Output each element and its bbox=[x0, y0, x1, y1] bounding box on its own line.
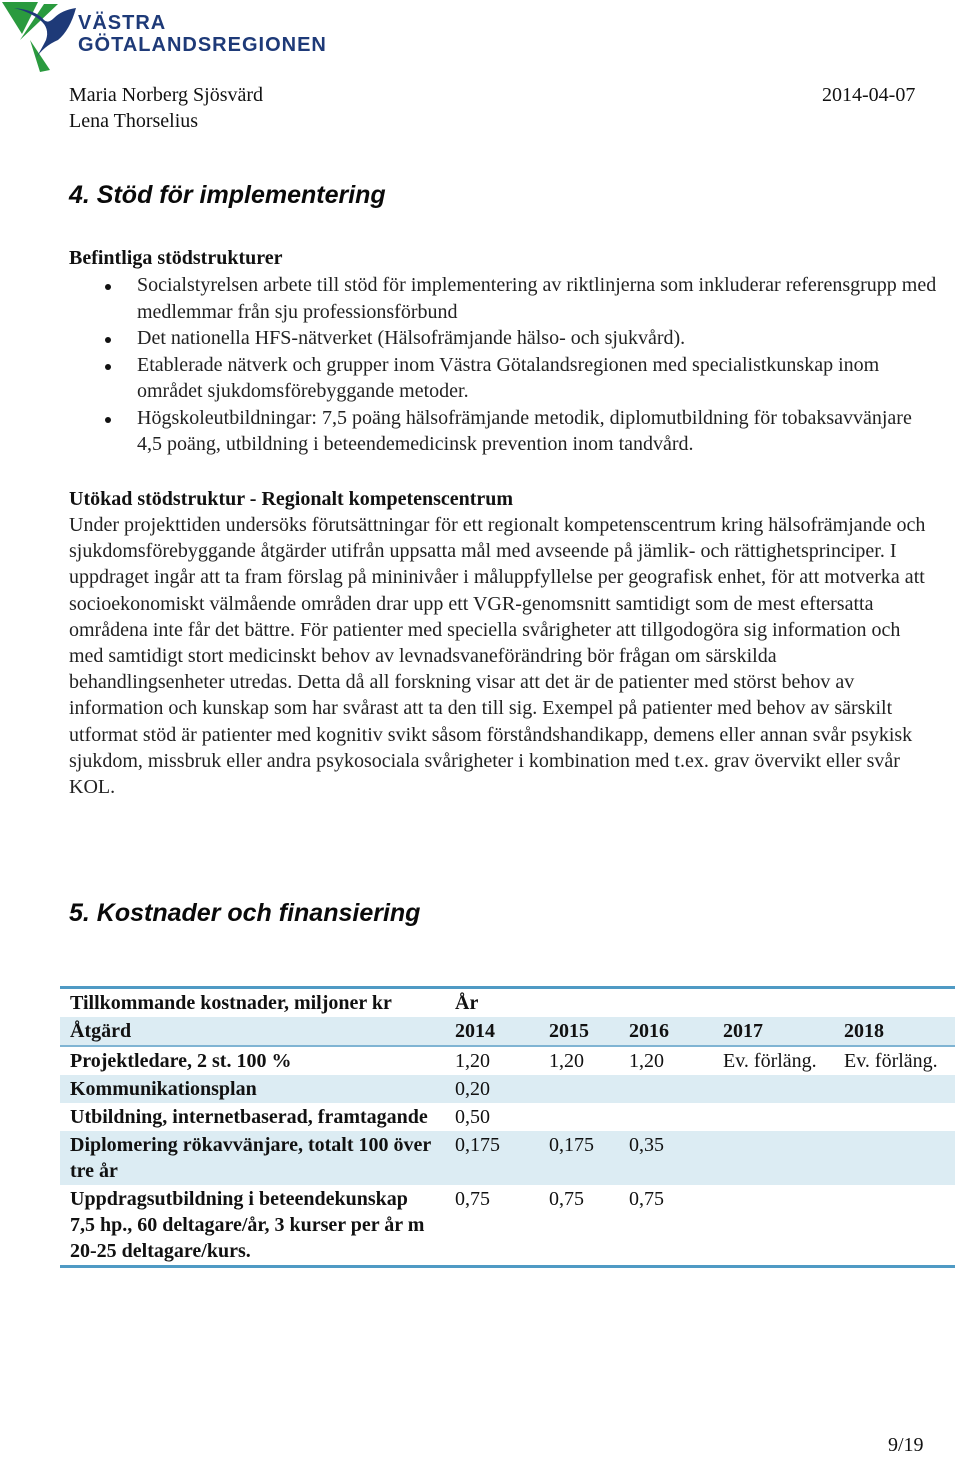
table-cell bbox=[619, 1075, 713, 1103]
table-cell: 0,75 bbox=[619, 1185, 713, 1267]
row-label: Uppdragsutbildning i beteendekunskap 7,5 hp., 60 deltagare/år, 3 kurser per år m 20-25 deltagare/kurs. bbox=[60, 1185, 445, 1267]
list-item bbox=[69, 272, 939, 325]
existing-support-heading: Befintliga stödstrukturer bbox=[69, 247, 283, 269]
year-header: 2014 bbox=[445, 1017, 539, 1046]
table-caption-row bbox=[60, 988, 955, 1018]
table-cell: 0,50 bbox=[455, 1106, 490, 1128]
year-header: 2018 bbox=[834, 1017, 955, 1046]
table-cell bbox=[834, 1103, 955, 1131]
year-header: 2016 bbox=[619, 1017, 713, 1046]
table-row bbox=[60, 1185, 955, 1267]
extended-support-heading: Utökad stödstruktur - Regionalt kompetenscentrum bbox=[69, 488, 514, 510]
table-row bbox=[60, 1075, 955, 1103]
table-cell bbox=[834, 1131, 955, 1185]
vgr-logo-mark bbox=[0, 0, 80, 80]
table-cell: 0,75 bbox=[445, 1185, 539, 1267]
list-item-text: Högskoleutbildningar: 7,5 poäng hälsofrämjande metodik, diplomutbildning för tobaksavvänjare 4,5 poäng, utbildning i beteendemedicinsk prevention inom tandvård. bbox=[137, 406, 912, 455]
bullet-icon bbox=[105, 417, 111, 423]
year-label: År bbox=[445, 988, 955, 1018]
table-row bbox=[60, 1131, 955, 1185]
list-item-text: Etablerade nätverk och grupper inom Västra Götalandsregionen med specialistkunskap inom området sjukdomsförebyggande metoder. bbox=[137, 353, 880, 402]
table-cell bbox=[539, 1103, 619, 1131]
table-cell: Ev. förläng. bbox=[844, 1050, 938, 1072]
row-label: Kommunikationsplan bbox=[60, 1075, 445, 1103]
table-cell: 0,175 bbox=[539, 1131, 619, 1185]
bullet-icon bbox=[105, 364, 111, 370]
table-cell bbox=[713, 1185, 834, 1267]
cost-table bbox=[60, 986, 955, 1268]
list-item-text: Socialstyrelsen arbete till stöd för implementering av riktlinjerna som inkluderar referensgrupp med medlemmar från sju professionsförbund bbox=[137, 274, 937, 323]
table-cell bbox=[713, 1075, 834, 1103]
bullet-icon bbox=[105, 284, 111, 290]
action-column-header: Åtgärd bbox=[60, 1017, 445, 1046]
author-2: Lena Thorselius bbox=[69, 110, 199, 132]
list-item bbox=[69, 405, 939, 458]
table-header-row bbox=[60, 1017, 955, 1046]
bullet-icon bbox=[105, 337, 111, 343]
author-1: Maria Norberg Sjösvärd bbox=[69, 84, 264, 106]
logo-text-line1: VÄSTRA bbox=[78, 12, 167, 34]
table-cell: 1,20 bbox=[549, 1050, 584, 1072]
section-5-title: 5. Kostnader och finansiering bbox=[69, 899, 421, 927]
page-number: 9/19 bbox=[888, 1434, 924, 1456]
year-header: 2015 bbox=[539, 1017, 619, 1046]
table-cell: 0,20 bbox=[445, 1075, 539, 1103]
logo-text-line2: GÖTALANDSREGIONEN bbox=[78, 34, 327, 56]
table-cell bbox=[713, 1131, 834, 1185]
row-label: Diplomering rökavvänjare, totalt 100 över tre år bbox=[60, 1131, 445, 1185]
table-cell: 0,35 bbox=[619, 1131, 713, 1185]
table-row bbox=[60, 1103, 955, 1131]
extended-support-paragraph: Under projekttiden undersöks förutsättningar för ett regionalt kompetenscentrum kring hälsofrämjande och sjukdomsförebyggande åtgärder utifrån uppsatta mål med avseende på jämlik- och rättighetsprinciper. I uppdraget ingår att ta fram förslag på mininivåer i måluppfyllelse per geografisk enhet, för att motverka att socioekonomiskt välmående områden drar upp ett VGR-genomsnitt samtidigt som de mest eftersatta områdena inte får det bättre. För patienter med speciella svårigheter att tillgodogöra sig information och med samtidigt stort medicinskt behov av levnadsvaneförändring bör frågan om särskilda behandlingsenheter utredas. Detta då all forskning visar att det är de patienter med störst behov av information och kunskap som har svårast att ta den till sig. Exempel på patienter med behov av särskilt utformat stöd är patienter med kognitiv svikt såsom förståndshandikapp, demens eller annan svår psykisk sjukdom, missbruk eller andra psykosociala svårigheter i kombination med t.ex. grav övervikt eller svår KOL. bbox=[69, 514, 926, 799]
table-cell: 1,20 bbox=[455, 1050, 490, 1072]
row-label: Utbildning, internetbaserad, framtagande bbox=[70, 1106, 428, 1128]
table-cell bbox=[539, 1075, 619, 1103]
table-cell bbox=[619, 1103, 713, 1131]
list-item bbox=[69, 352, 939, 405]
table-cell bbox=[834, 1075, 955, 1103]
table-cell: 0,75 bbox=[539, 1185, 619, 1267]
table-row bbox=[60, 1046, 955, 1075]
table-cell bbox=[713, 1103, 834, 1131]
list-item-text: Det nationella HFS-nätverket (Hälsofrämjande hälso- och sjukvård). bbox=[137, 327, 686, 349]
table-cell: 1,20 bbox=[629, 1050, 664, 1072]
table-caption: Tillkommande kostnader, miljoner kr bbox=[60, 988, 445, 1018]
row-label: Projektledare, 2 st. 100 % bbox=[70, 1050, 292, 1072]
existing-support-list bbox=[69, 272, 939, 458]
section-4-title: 4. Stöd för implementering bbox=[69, 181, 386, 209]
table-cell: 0,175 bbox=[445, 1131, 539, 1185]
list-item bbox=[69, 325, 939, 352]
table-cell: Ev. förläng. bbox=[723, 1050, 817, 1072]
table-cell bbox=[834, 1185, 955, 1267]
year-header: 2017 bbox=[713, 1017, 834, 1046]
vgr-logo bbox=[0, 0, 327, 80]
document-date: 2014-04-07 bbox=[822, 84, 916, 106]
